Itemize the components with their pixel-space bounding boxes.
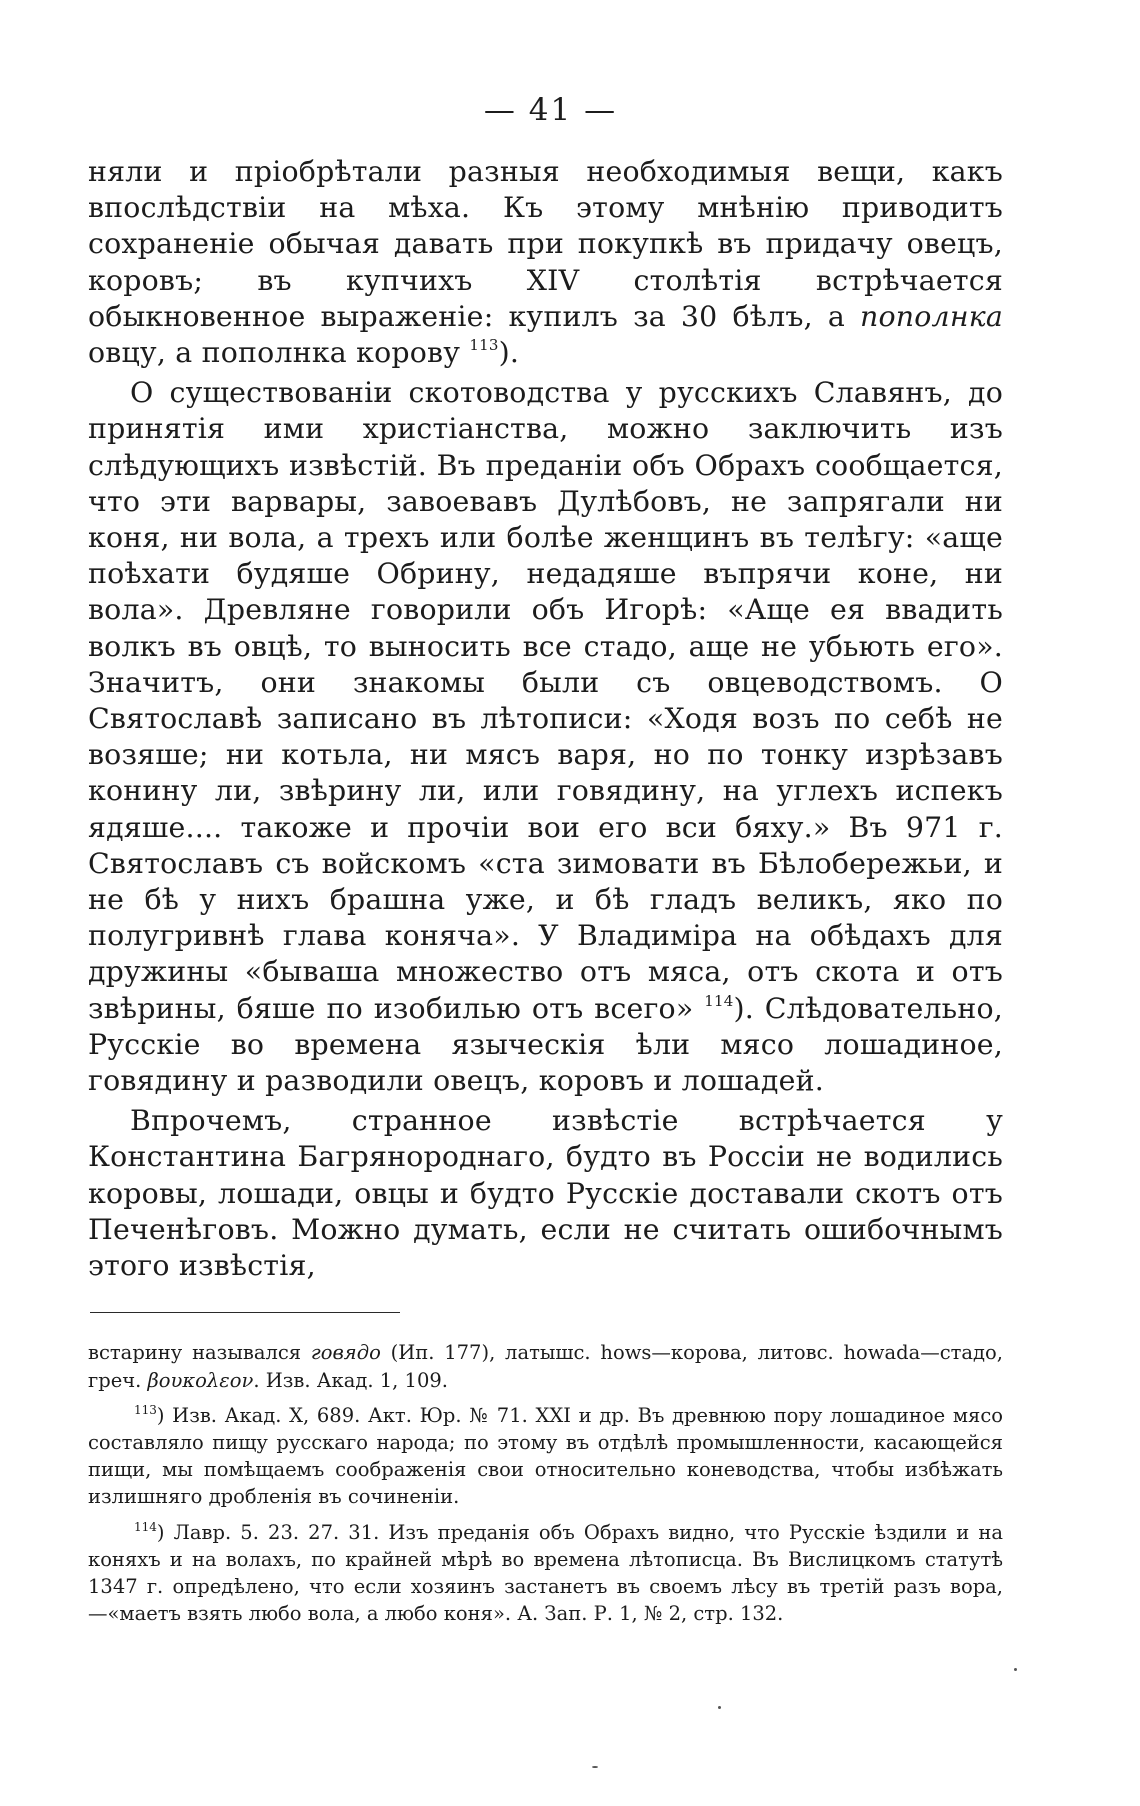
footnote-divider <box>90 1312 400 1313</box>
paragraph-1: няли и пріобрѣтали разныя необходимыя вещи, какъ впослѣдствіи на мѣха. Къ этому мнѣнію приводитъ сохраненіе обычая давать при покупкѣ въ придачу овецъ, коровъ; въ купчихъ XIV столѣтія встрѣчается обыкновенное выраженіе: купилъ за 30 бѣлъ, а пополнка овцу, а пополнка корову $^{113}$). <box>88 155 1003 370</box>
main-text <box>88 154 1003 1284</box>
footnote-113: $^{113}$) Изв. Акад. X, 689. Акт. Юр. № 71. XXI и др. Въ древнюю пору лошадиное мясо составляло пищу русскаго народа; по этому въ отдѣлѣ промышленности, касающейся пищи, мы помѣщаемъ соображенія свои относительно коневодства, чтобы избѣжать излишняго дробленія въ сочиненіи. <box>88 1402 1003 1509</box>
footnotes <box>88 1339 1003 1627</box>
italic-term: пополнка <box>859 299 1003 333</box>
footnote-number: 113 <box>134 1402 157 1417</box>
paragraph-2: О существованіи скотоводства у русскихъ Славянъ, до принятія ими христіанства, можно заключить изъ слѣдующихъ извѣстій. Въ преданіи объ Обрахъ сообщается, что эти варвары, завоевавъ Дулѣбовъ, не запрягали ни коня, ни вола, а трехъ или болѣе женщинъ въ телѣгу: «аще поѣхати будяше Обрину, недадяше въпрячи коне, ни вола». Древляне говорили объ Игорѣ: «Аще ея ввадить волкъ въ овцѣ, то выносить все стадо, аще не убьють его». Значитъ, они знакомы были съ овцеводствомъ. О Святославѣ записано въ лѣтописи: «Ходя возъ по себѣ не возяше; ни котьла, ни мясъ варя, но по тонку изрѣзавъ конину ли, звѣрину ли, или говядину, на углехъ испекъ ядяше.... такоже и прочіи вои его вси бяху.» Въ 971 г. Святославъ съ войскомъ «ста зимовати въ Бѣлобережьи, и не бѣ у нихъ брашна уже, и бѣ гладъ великъ, яко по полугривнѣ глава коняча». У Владиміра на обѣдахъ для дружины «бываша множество отъ мяса, отъ скота и отъ звѣрины, бяше по изобилью отъ всего» $^{114}$). Слѣдовательно, Русскіе во времена языческія ѣли мясо лошадиное, говядину и разводили овецъ, коровъ и лошадей. <box>88 376 1003 1098</box>
footnote-114: $^{114}$) Лавр. 5. 23. 27. 31. Изъ преданія объ Обрахъ видно, что Русскіе ѣздили и на коняхъ и на волахъ, по крайней мѣрѣ во времена лѣтописца. Въ Вислицкомъ статутѣ 1347 г. опредѣлено, что если хозяинъ застанетъ въ своемъ лѣсу въ третій разъ вора,—«маетъ взять любо вола, а любо коня». А. Зап. Р. 1, № 2, стр. 132. <box>88 1519 1003 1626</box>
paragraph-3: Впрочемъ, странное извѣстіе встрѣчается у Константина Багрянороднаго, будто въ Россіи не водились коровы, лошади, овцы и будто Русскіе доставали скотъ отъ Печенѣговъ. Можно думать, если не считать ошибочнымъ этого извѣстія, <box>88 1104 1003 1283</box>
book-page <box>88 92 1003 1627</box>
footnote-number: 114 <box>134 1519 157 1534</box>
print-speck <box>592 1766 598 1768</box>
print-speck <box>1014 1668 1017 1671</box>
footnote-ref-113: 113 <box>469 336 499 355</box>
footnote-continuation: встарину назывался говядо (Ип. 177), латышс. hows—корова, литовс. howada—стадо, греч. βουκολεον. Изв. Акад. 1, 109. <box>88 1341 1003 1392</box>
footnote-ref-114: 114 <box>704 991 734 1010</box>
print-speck <box>718 1706 721 1709</box>
page-number: — 41 — <box>483 92 618 128</box>
